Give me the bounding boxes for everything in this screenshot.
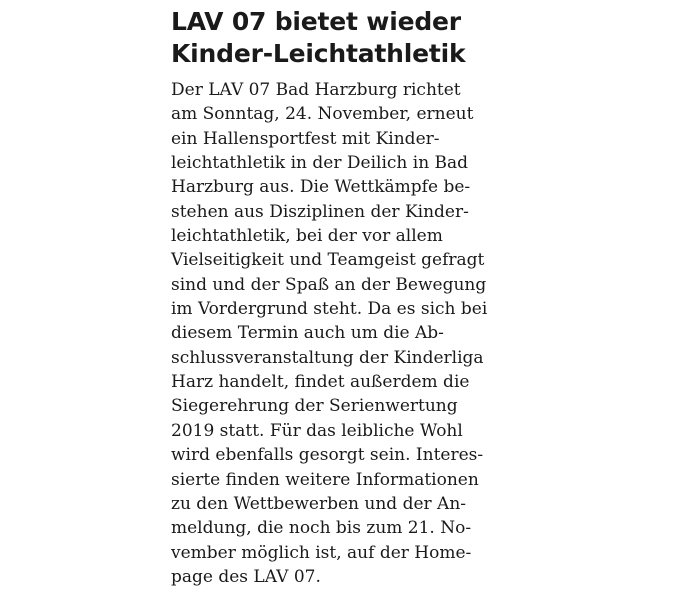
body-line: leichtathletik in der Deilich in Bad: [171, 153, 469, 174]
headline-line-1: LAV 07 bietet wieder: [171, 7, 461, 36]
body-line: wird ebenfalls gesorgt sein. Interes-: [171, 445, 484, 466]
body-line: Siegerehrung der Serienwertung: [171, 396, 458, 417]
body-line: ein Hallensportfest mit Kinder-: [171, 128, 440, 149]
body-line: zu den Wettbewerben und der An-: [171, 493, 467, 514]
headline-line-2: Kinder-Leichtathletik: [171, 39, 466, 68]
body-line: im Vordergrund steht. Da es sich bei: [171, 299, 488, 320]
body-line: diesem Termin auch um die Ab-: [171, 323, 444, 344]
body-line: stehen aus Disziplinen der Kinder-: [171, 201, 469, 222]
body-line: Harzburg aus. Die Wettkämpfe be-: [171, 177, 471, 198]
news-article: [171, 6, 511, 589]
body-line: 2019 statt. Für das leibliche Wohl: [171, 420, 463, 441]
article-headline: [171, 6, 511, 70]
article-body: [171, 78, 511, 589]
body-line: sind und der Spaß an der Bewegung: [171, 274, 487, 295]
body-line: am Sonntag, 24. November, erneut: [171, 104, 474, 125]
body-line: leichtathletik, bei der vor allem: [171, 226, 443, 247]
body-line: Harz handelt, findet außerdem die: [171, 372, 470, 393]
body-line: schlussveranstaltung der Kinderliga: [171, 347, 484, 368]
body-line: sierte finden weitere Informationen: [171, 469, 479, 490]
body-line: Vielseitigkeit und Teamgeist gefragt: [171, 250, 485, 271]
body-line: meldung, die noch bis zum 21. No-: [171, 518, 472, 539]
body-line: Der LAV 07 Bad Harzburg richtet: [171, 80, 461, 100]
body-line: page des LAV 07.: [171, 566, 321, 587]
body-line: vember möglich ist, auf der Home-: [171, 542, 472, 563]
